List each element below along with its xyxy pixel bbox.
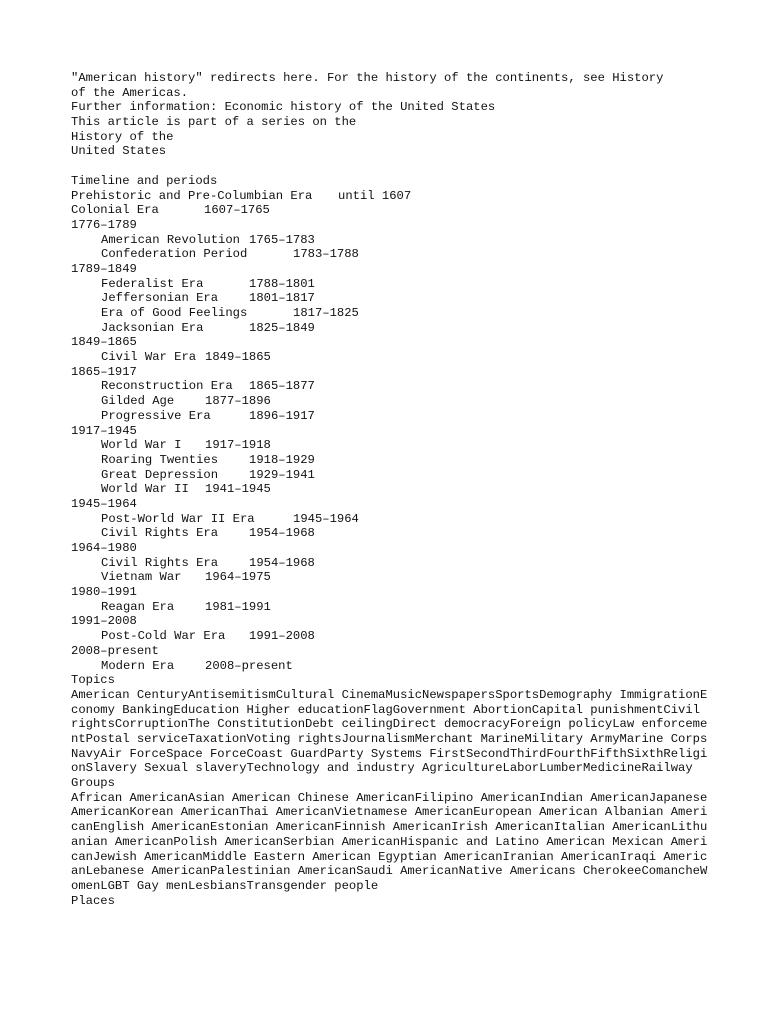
series-title-line-1: History of the xyxy=(71,129,174,144)
timeline-list xyxy=(71,189,711,674)
spacer xyxy=(71,159,711,174)
timeline-period-row xyxy=(71,233,711,248)
topics-text: American CenturyAntisemitismCultural CinemaMusicNewspapersSportsDemography ImmigrationEconomy BankingEducation Higher educationFlagGovernment AbortionCapital punishmentCivil rightsCorruptionThe ConstitutionDebt ceilingDirect democracyForeign policyLaw enforcementPostal serviceTaxationVoting rightsJournalismMerchant MarineMilitary ArmyMarine CorpsNavyAir ForceSpace ForceCoast GuardParty Systems FirstSecondThirdFourthFifthSixthReligionSlavery Sexual slaveryTechnology and industry AgricultureLaborLumberMedicineRailway xyxy=(71,687,708,776)
timeline-heading: Timeline and periods xyxy=(71,173,218,188)
timeline-period-row xyxy=(71,453,711,468)
timeline-period-row xyxy=(71,247,711,262)
timeline-period-row xyxy=(71,394,711,409)
timeline-period-row xyxy=(71,350,711,365)
timeline-range-heading xyxy=(71,218,711,233)
timeline-period-row xyxy=(71,379,711,394)
period-name: Civil Rights Era xyxy=(101,526,219,541)
period-name: Post-Cold War Era xyxy=(101,629,226,644)
timeline-period-row xyxy=(71,482,711,497)
period-name: Colonial Era xyxy=(71,203,159,218)
timeline-range-heading xyxy=(71,497,711,512)
timeline-period-row xyxy=(71,409,711,424)
period-years: 1877–1896 xyxy=(205,394,271,409)
timeline-range-heading xyxy=(71,335,711,350)
period-name: Era of Good Feelings xyxy=(101,306,248,320)
period-years: 1607–1765 xyxy=(204,203,270,218)
groups-heading: Groups xyxy=(71,776,115,791)
period-years: 1817–1825 xyxy=(293,306,359,320)
timeline-range-heading xyxy=(71,644,711,659)
period-years: 1849–1865 xyxy=(205,350,271,365)
period-name: Federalist Era xyxy=(101,276,204,291)
period-range: 1849–1865 xyxy=(71,335,137,350)
timeline-period-row xyxy=(71,277,711,292)
period-name: Reconstruction Era xyxy=(101,379,233,394)
period-years: 1788–1801 xyxy=(249,276,315,291)
period-range: 1945–1964 xyxy=(71,496,137,511)
period-range: 1865–1917 xyxy=(71,364,137,379)
period-years: 1896–1917 xyxy=(249,408,315,423)
period-years: 1954–1968 xyxy=(249,555,315,570)
article-text xyxy=(71,71,715,908)
timeline-period-row xyxy=(71,203,711,218)
timeline-period-row xyxy=(71,291,711,306)
period-years: 1929–1941 xyxy=(249,467,315,482)
timeline-period-row xyxy=(71,306,711,321)
period-name: World War II xyxy=(101,482,189,497)
period-name: Modern Era xyxy=(101,658,175,673)
period-years: 1981–1991 xyxy=(205,599,271,614)
timeline-range-heading xyxy=(71,614,711,629)
period-range: 1964–1980 xyxy=(71,541,137,555)
period-name: Post-World War II Era xyxy=(101,511,255,526)
period-name: Roaring Twenties xyxy=(101,452,219,467)
period-name: Progressive Era xyxy=(101,408,211,423)
period-name: Civil Rights Era xyxy=(101,555,219,570)
further-information: Further information: Economic history of the United States xyxy=(71,100,496,115)
timeline-period-row xyxy=(71,526,711,541)
period-range: 1991–2008 xyxy=(71,614,137,629)
period-range: 1980–1991 xyxy=(71,585,137,600)
period-name: Great Depression xyxy=(101,467,219,482)
period-name: American Revolution xyxy=(101,232,240,247)
period-years: 1765–1783 xyxy=(249,232,315,247)
period-years: 1945–1964 xyxy=(293,511,359,526)
period-name: Civil War Era xyxy=(101,350,197,365)
period-range: 2008–present xyxy=(71,643,159,658)
period-years: 1783–1788 xyxy=(293,247,359,262)
period-name: Gilded Age xyxy=(101,394,175,409)
timeline-period-row xyxy=(71,629,711,644)
timeline-period-row xyxy=(71,321,711,336)
period-years: 1918–1929 xyxy=(249,452,315,467)
period-years: 1865–1877 xyxy=(249,379,315,394)
timeline-period-row xyxy=(71,438,711,453)
timeline-period-row xyxy=(71,659,711,674)
redirect-note-line-1: "American history" redirects here. For the history of the continents, see History xyxy=(71,71,664,85)
timeline-period-row xyxy=(71,189,711,204)
intro-block xyxy=(71,71,711,159)
timeline-period-row xyxy=(71,512,711,527)
series-title-line-2: United States xyxy=(71,144,167,159)
timeline-period-row xyxy=(71,468,711,483)
period-name: Reagan Era xyxy=(101,599,175,614)
period-years: 1991–2008 xyxy=(249,629,315,644)
timeline-range-heading xyxy=(71,585,711,600)
period-years: 1954–1968 xyxy=(249,526,315,541)
period-name: Jeffersonian Era xyxy=(101,291,219,306)
places-heading: Places xyxy=(71,893,115,908)
period-name: World War I xyxy=(101,438,182,453)
period-name: Jacksonian Era xyxy=(101,320,204,335)
period-range: 1789–1849 xyxy=(71,261,137,276)
period-name: Vietnam War xyxy=(101,570,182,585)
timeline-range-heading xyxy=(71,541,711,556)
period-range: 1776–1789 xyxy=(71,217,137,232)
timeline-period-row xyxy=(71,556,711,571)
period-name: Prehistoric and Pre-Columbian Era xyxy=(71,188,313,203)
timeline-period-row xyxy=(71,570,711,585)
timeline-range-heading xyxy=(71,424,711,439)
period-range: 1917–1945 xyxy=(71,423,137,438)
period-name: Confederation Period xyxy=(101,247,248,262)
timeline-period-row xyxy=(71,600,711,615)
period-years: 1825–1849 xyxy=(249,320,315,335)
redirect-note-line-2: of the Americas. xyxy=(71,85,189,100)
timeline-range-heading xyxy=(71,365,711,380)
period-years: until 1607 xyxy=(338,188,412,203)
period-years: 1917–1918 xyxy=(205,438,271,453)
period-years: 1801–1817 xyxy=(249,291,315,306)
series-note: This article is part of a series on the xyxy=(71,115,357,130)
groups-text: African AmericanAsian American Chinese AmericanFilipino AmericanIndian AmericanJapanese AmericanKorean AmericanThai AmericanVietnamese AmericanEuropean American Albanian AmericanEnglish AmericanEstonian AmericanFinnish AmericanIrish AmericanItalian AmericanLithuanian AmericanPolish AmericanSerbian AmericanHispanic and Latino American Mexican AmericanJewish AmericanMiddle Eastern American Egyptian AmericanIranian AmericanIraqi AmericanLebanese AmericanPalestinian AmericanSaudi AmericanNative Americans CherokeeComancheWomenLGBT Gay menLesbiansTransgender people xyxy=(71,790,715,893)
period-years: 2008–present xyxy=(205,658,293,673)
topics-heading: Topics xyxy=(71,673,115,688)
timeline-range-heading xyxy=(71,262,711,277)
period-years: 1941–1945 xyxy=(205,482,271,497)
period-years: 1964–1975 xyxy=(205,570,271,585)
